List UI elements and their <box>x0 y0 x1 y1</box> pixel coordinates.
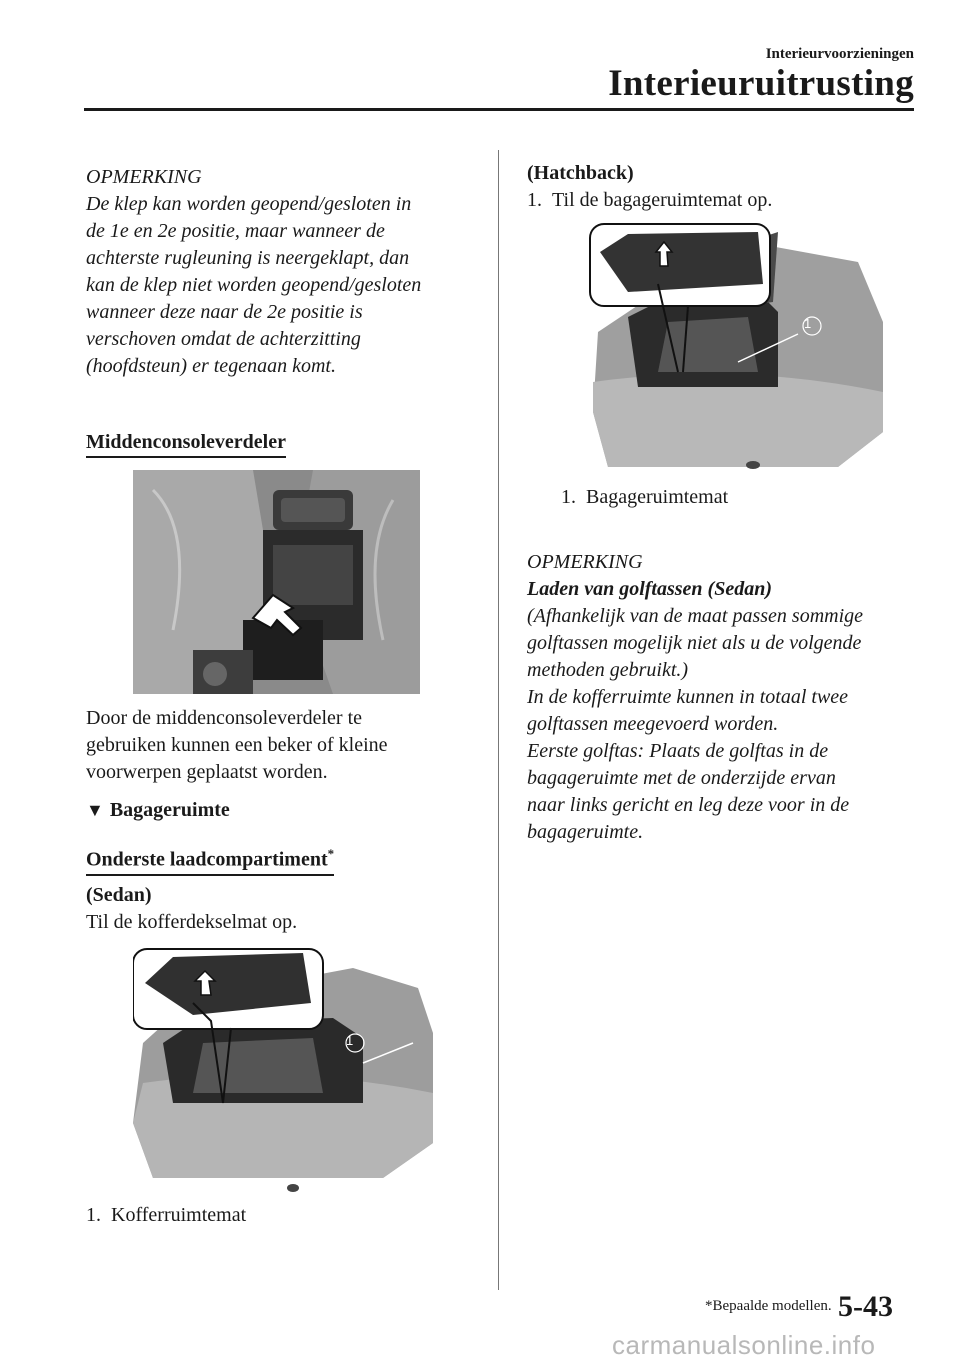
watermark: carmanualsonline.info <box>612 1330 876 1360</box>
section-heading-bagageruimte <box>86 797 230 824</box>
section-heading-label: Bagageruimte <box>109 799 230 821</box>
sedan-trunk-illustration <box>133 943 436 1198</box>
text-line: voorwerpen geplaatst worden. <box>86 761 328 783</box>
lower-heading-label: Onderste laadcompartiment <box>86 848 328 871</box>
divider-heading: Middenconsoleverdeler <box>86 430 286 458</box>
left-note-block <box>86 191 421 380</box>
step-number: 1. <box>527 189 542 211</box>
divider-description <box>86 705 388 786</box>
note-line: kan de klep niet worden geopend/gesloten <box>86 274 422 296</box>
note-line: bagageruimte. <box>527 821 644 843</box>
lower-compartment-heading <box>86 842 334 876</box>
sedan-caption <box>86 1202 246 1229</box>
note-line: methoden gebruikt.) <box>527 659 689 681</box>
page-number: 5-43 <box>838 1290 893 1323</box>
step-text: Til de bagageruimtemat op. <box>552 189 773 211</box>
note-line: bagageruimte met de onderzijde ervan <box>527 767 836 789</box>
asterisk-mark: * <box>327 846 335 861</box>
caption-number: 1. <box>561 486 576 508</box>
note-line: verschoven omdat de achterzitting <box>86 328 361 350</box>
header-rule <box>84 108 914 111</box>
column-divider <box>498 150 499 1290</box>
text-line: Door de middenconsoleverdeler te <box>86 707 363 729</box>
note-line: (hoofdsteun) er tegenaan komt. <box>86 355 336 377</box>
note-line: golftassen mogelijk niet als u de volgende <box>527 632 862 654</box>
note-line: golftassen meegevoerd worden. <box>527 713 779 735</box>
hatchback-step <box>527 187 772 214</box>
hatchback-cargo-illustration <box>588 222 890 477</box>
left-note-title: OPMERKING <box>86 166 202 188</box>
note-line: In de kofferruimte kunnen in totaal twee <box>527 686 849 708</box>
footer-note: *Bepaalde modellen. <box>705 1298 832 1314</box>
text-line: gebruiken kunnen een beker of kleine <box>86 734 388 756</box>
hatchback-label: (Hatchback) <box>527 162 634 184</box>
note-line: Eerste golftas: Plaats de golftas in de <box>527 740 829 762</box>
hatchback-callout-number: 1 <box>804 316 812 331</box>
note-line: De klep kan worden geopend/gesloten in <box>86 193 412 215</box>
right-note-block <box>527 603 863 738</box>
note-line: naar links gericht en leg deze voor in de <box>527 794 850 816</box>
note-line: achterste rugleuning is neergeklapt, dan <box>86 247 410 269</box>
right-note-block-2 <box>527 738 849 846</box>
hatchback-caption <box>561 484 728 511</box>
note-line: de 1e en 2e positie, maar wanneer de <box>86 220 385 242</box>
caption-text: Bagageruimtemat <box>586 486 729 508</box>
console-divider-illustration <box>133 470 420 694</box>
sedan-callout-number: 1 <box>346 1033 354 1048</box>
page-title: Interieuruitrusting <box>608 63 914 104</box>
note-line: wanneer deze naar de 2e positie is <box>86 301 363 323</box>
right-note-subtitle: Laden van golftassen (Sedan) <box>527 578 772 600</box>
sedan-label: (Sedan) <box>86 884 152 906</box>
triangle-down-icon: ▼ <box>86 800 104 820</box>
sedan-step: Til de kofferdekselmat op. <box>86 911 298 933</box>
caption-number: 1. <box>86 1204 101 1226</box>
right-note-title: OPMERKING <box>527 551 643 573</box>
note-line: (Afhankelijk van de maat passen sommige <box>527 605 864 627</box>
header-section: Interieurvoorzieningen <box>765 46 914 62</box>
caption-text: Kofferruimtemat <box>111 1204 247 1226</box>
